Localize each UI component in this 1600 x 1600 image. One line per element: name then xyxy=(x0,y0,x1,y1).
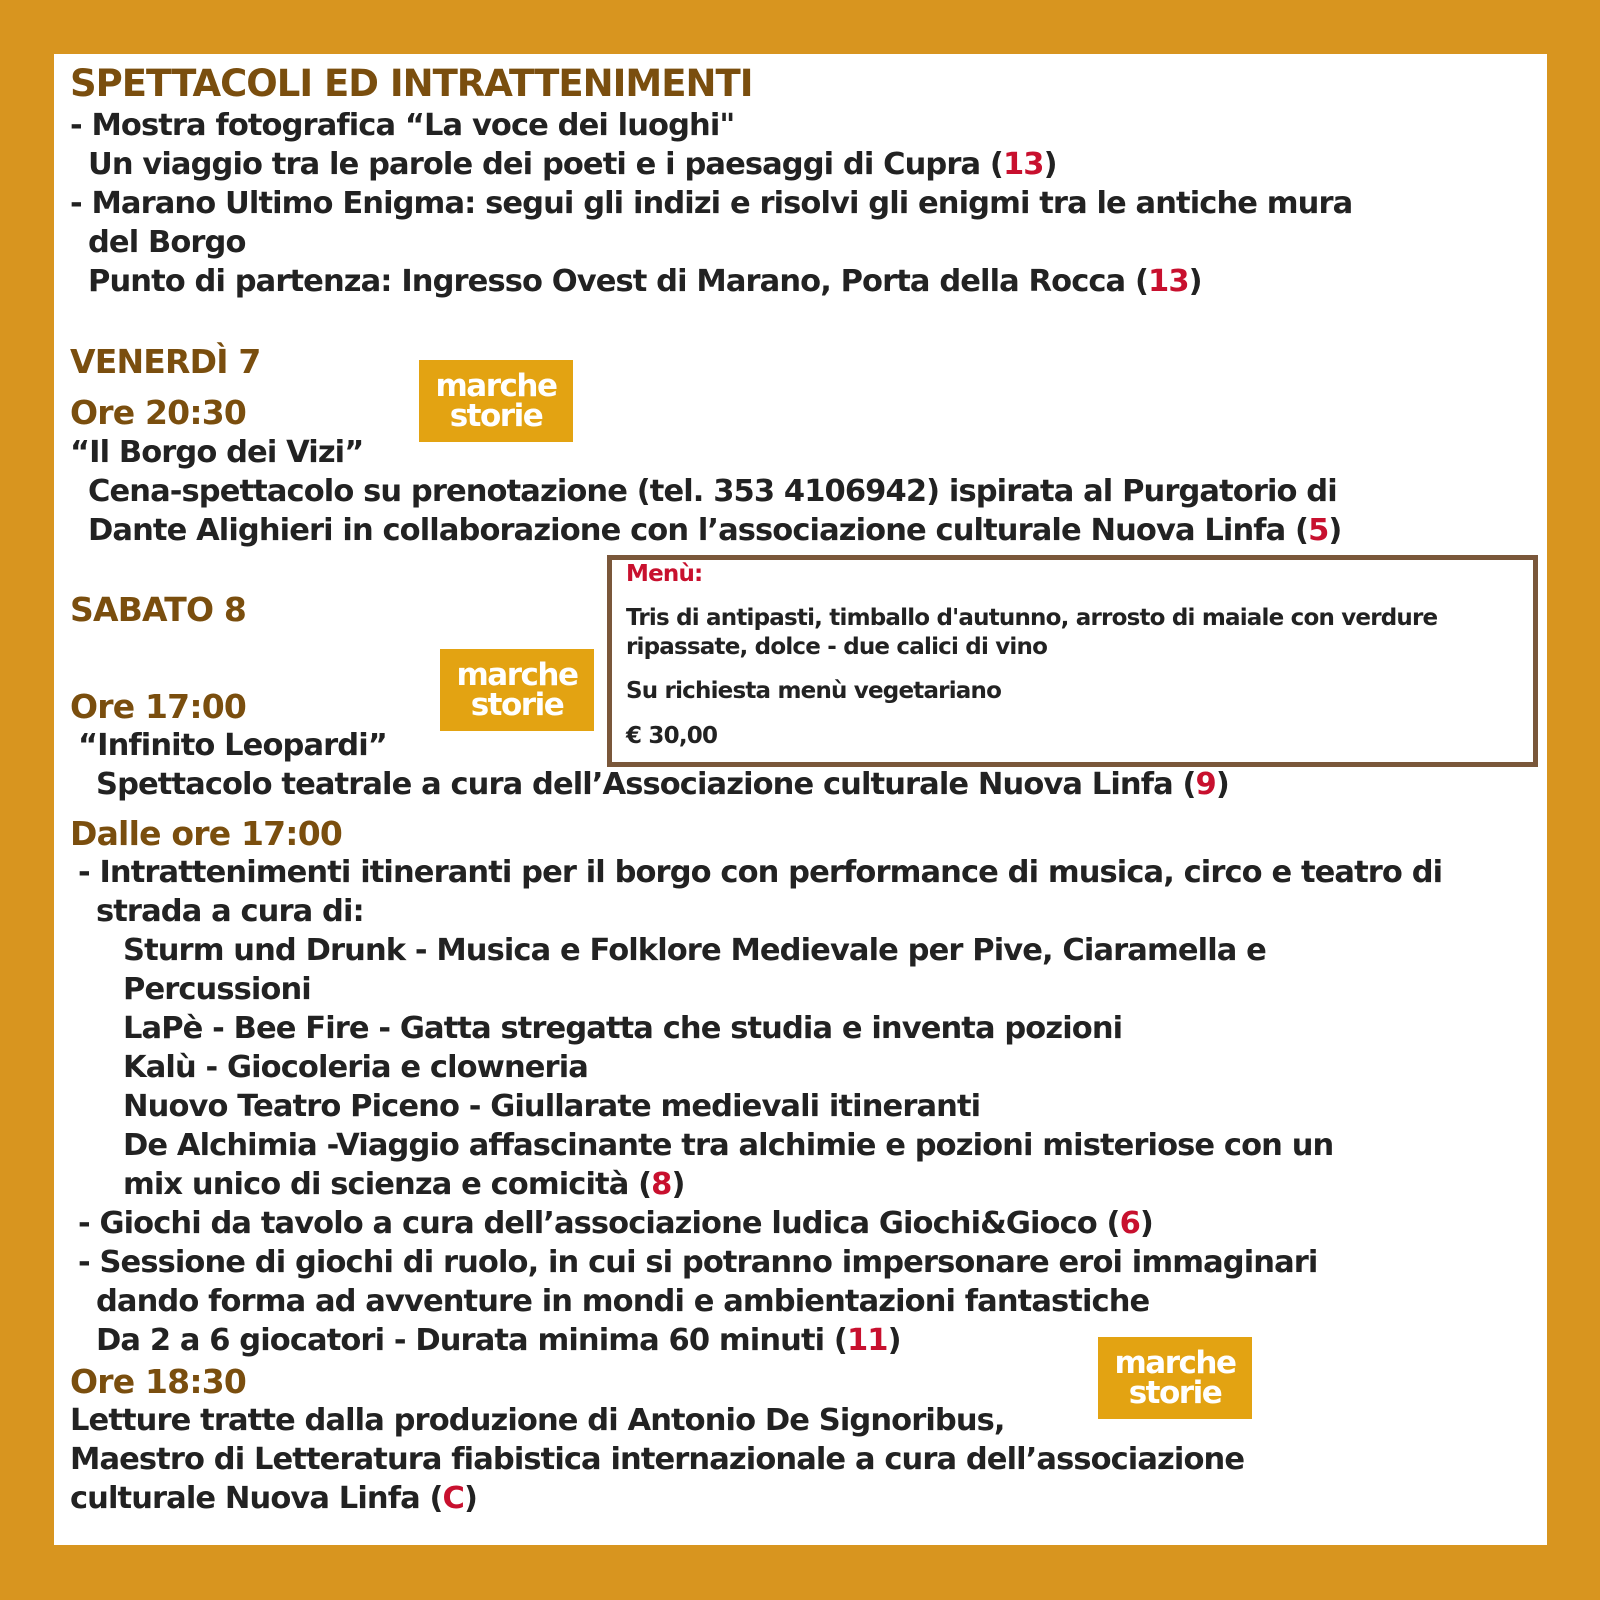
performer-item: De Alchimia -Viaggio affascinante tra alchimie e pozioni misteriose con un xyxy=(123,1128,1334,1163)
time-friday: Ore 20:30 xyxy=(70,393,247,432)
reading-line-3: culturale Nuova Linfa (C) xyxy=(70,1481,478,1516)
marche-storie-logo: marche storie xyxy=(440,649,594,731)
marche-storie-logo: marche storie xyxy=(419,360,573,442)
menu-price: € 30,00 xyxy=(626,723,718,749)
event-title-borgo: “Il Borgo dei Vizi” xyxy=(70,435,364,470)
menu-title: Menù: xyxy=(626,561,703,587)
section-heading: SPETTACOLI ED INTRATTENIMENTI xyxy=(70,62,753,105)
list-item: - Sessione di giochi di ruolo, in cui si potranno impersonare eroi immaginari xyxy=(78,1245,1318,1280)
list-item: strada a cura di: xyxy=(96,894,364,929)
menu-box xyxy=(607,555,1538,767)
reading-line-2: Maestro di Letteratura fiabistica internazionale a cura dell’associazione xyxy=(70,1442,1245,1477)
menu-vegetarian: Su richiesta menù vegetariano xyxy=(626,678,1002,704)
location-ref: 9 xyxy=(1195,767,1216,802)
event-desc-borgo-1: Cena-spettacolo su prenotazione (tel. 353 4106942) ispirata al Purgatorio di xyxy=(88,474,1337,509)
exhibition-desc: Un viaggio tra le parole dei poeti e i paesaggi di Cupra (13) xyxy=(88,147,1057,182)
location-ref: 11 xyxy=(846,1323,888,1358)
performer-item: Percussioni xyxy=(123,972,311,1007)
menu-line-2: ripassate, dolce - due calici di vino xyxy=(626,634,1048,660)
event-title-leopardi: “Infinito Leopardi” xyxy=(78,728,387,763)
location-ref: 13 xyxy=(1002,147,1044,182)
performer-item: LaPè - Bee Fire - Gatta stregatta che studia e inventa pozioni xyxy=(123,1011,1123,1046)
location-ref: 8 xyxy=(651,1167,672,1202)
enigma-start: Punto di partenza: Ingresso Ovest di Marano, Porta della Rocca (13) xyxy=(88,264,1202,299)
exhibition-title: - Mostra fotografica “La voce dei luoghi" xyxy=(70,108,735,143)
list-item: - Intrattenimenti itineranti per il borgo con performance di musica, circo e teatro di xyxy=(78,855,1443,890)
day-heading-friday: VENERDÌ 7 xyxy=(70,342,261,381)
marche-storie-logo: marche storie xyxy=(1098,1337,1252,1419)
location-ref: 6 xyxy=(1119,1206,1140,1241)
time-saturday-3: Ore 18:30 xyxy=(70,1362,247,1401)
enigma-desc: del Borgo xyxy=(88,225,246,260)
event-desc-borgo-2: Dante Alighieri in collaborazione con l’associazione culturale Nuova Linfa (5) xyxy=(88,513,1342,548)
enigma-title: - Marano Ultimo Enigma: segui gli indizi e risolvi gli enigmi tra le antiche mura xyxy=(70,186,1353,221)
location-ref: C xyxy=(442,1481,464,1516)
performer-item: Nuovo Teatro Piceno - Giullarate medievali itineranti xyxy=(123,1089,981,1124)
location-ref: 5 xyxy=(1308,513,1329,548)
event-desc-leopardi: Spettacolo teatrale a cura dell’Associazione culturale Nuova Linfa (9) xyxy=(96,767,1229,802)
day-heading-saturday: SABATO 8 xyxy=(70,590,247,629)
list-item: dando forma ad avventure in mondi e ambientazioni fantastiche xyxy=(96,1284,1150,1319)
performer-item: Sturm und Drunk - Musica e Folklore Medievale per Pive, Ciaramella e xyxy=(123,933,1266,968)
location-ref: 13 xyxy=(1148,264,1189,299)
menu-line-1: Tris di antipasti, timballo d'autunno, arrosto di maiale con verdure xyxy=(626,605,1438,631)
list-item: - Giochi da tavolo a cura dell’associazione ludica Giochi&Gioco (6) xyxy=(78,1206,1153,1241)
list-item: Da 2 a 6 giocatori - Durata minima 60 minuti (11) xyxy=(96,1323,901,1358)
time-saturday-2: Dalle ore 17:00 xyxy=(70,814,343,853)
performer-item: Kalù - Giocoleria e clowneria xyxy=(123,1050,588,1085)
performer-item: mix unico di scienza e comicità (8) xyxy=(123,1167,685,1202)
time-saturday-1: Ore 17:00 xyxy=(70,687,247,726)
reading-line-1: Letture tratte dalla produzione di Antonio De Signoribus, xyxy=(70,1403,1005,1438)
